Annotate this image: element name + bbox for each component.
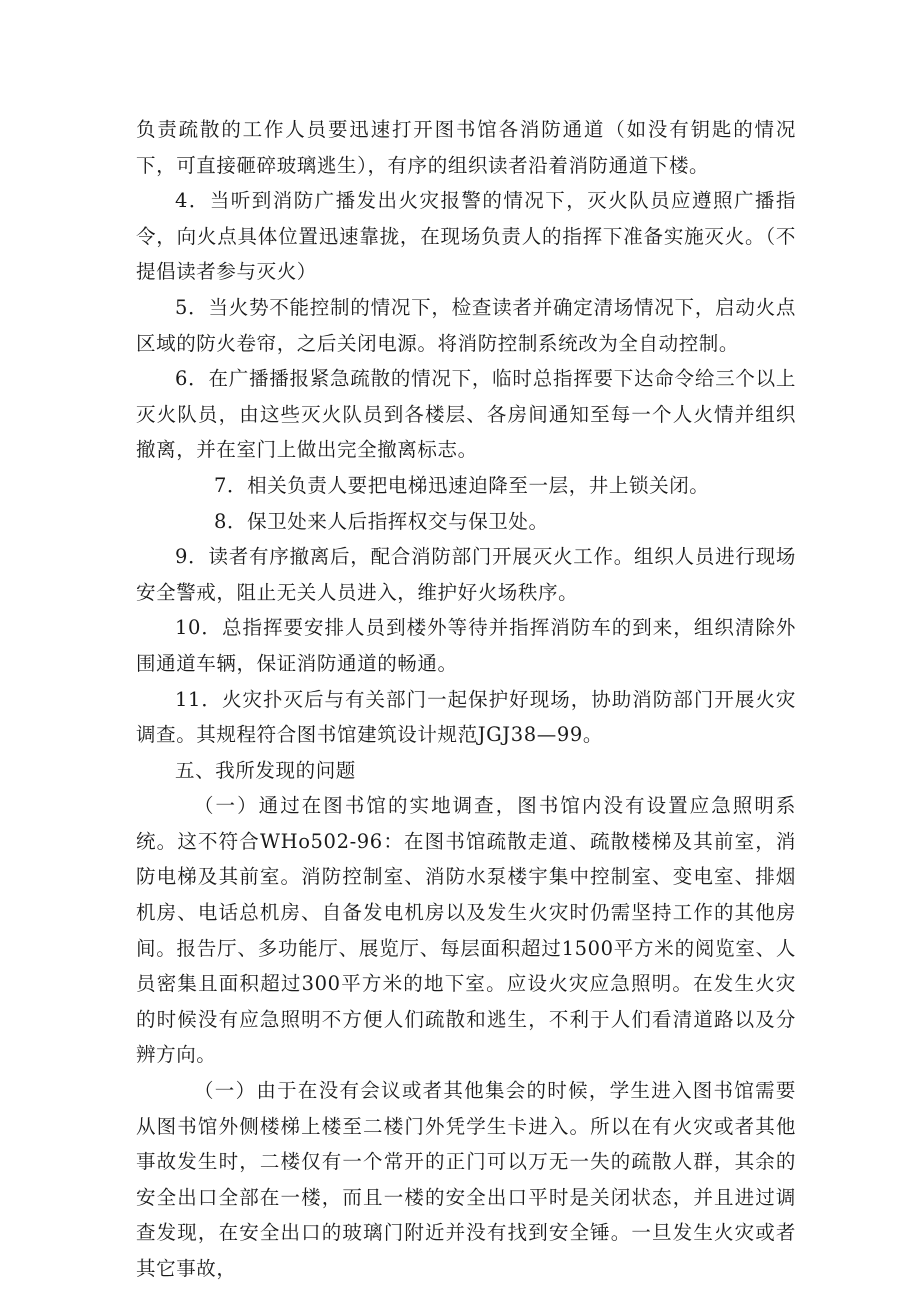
paragraph-item-7	[136, 468, 796, 504]
item-8-number: 8	[214, 509, 228, 533]
paragraph-item-6: 6．在广播播报紧急疏散的情况下，临时总指挥要下达命令给三个以上灭火队员，由这些灭火队员到各楼层、各房间通知至每一个人火情并组织撤离，并在室门上做出完全撤离标志。	[136, 367, 796, 462]
paragraph-item-9: 9．读者有序撤离后，配合消防部门开展灭火工作。组织人员进行现场安全警戒，阻止无关人员进入，维护好火场秩序。	[136, 545, 796, 604]
section-heading-problems: 五、我所发现的问题	[175, 758, 356, 782]
paragraph-item-10: 10．总指挥要安排人员到楼外等待并指挥消防车的到来，组织清除外围通道车辆，保证消防通道的畅通。	[136, 616, 796, 675]
paragraph-problem-exits: （一）由于在没有会议或者其他集会的时候，学生进入图书馆需要从图书馆外侧楼梯上楼至二楼门外凭学生卡进入。所以在有火灾或者其他事故发生时，二楼仅有一个常开的正门可以万无一失的疏散人群，其余的安全出口全部在一楼，而且一楼的安全出口平时是关闭状态，并且进过调查发现，在安全出口的玻璃门附近并没有找到安全锤。一旦发生火灾或者其它事故，	[136, 1079, 796, 1280]
item-8-text: ．保卫处来人后指挥权交与保卫处。	[227, 509, 549, 533]
paragraph-item-8	[136, 504, 796, 540]
item-7-number: 7	[214, 473, 228, 497]
document-body	[136, 112, 796, 1287]
paragraph-problem-lighting: （一）通过在图书馆的实地调查，图书馆内没有设置应急照明系统。这不符合WHo502-96：在图书馆疏散走道、疏散楼梯及其前室，消防电梯及其前室。消防控制室、消防水泵楼宇集中控制室、变电室、排烟机房、电话总机房、自备发电机房以及发生火灾时仍需坚持工作的其他房间。报告厅、多功能厅、展览厅、每层面积超过1500平方米的阅览室、人员密集且面积超过300平方米的地下室。应设火灾应急照明。在发生火灾的时候没有应急照明不方便人们疏散和逃生，不利于人们看清道路以及分辨方向。	[136, 794, 796, 1067]
paragraph-item-4: 4．当听到消防广播发出火灾报警的情况下，灭火队员应遵照广播指令，向火点具体位置迅速靠拢，在现场负责人的指挥下准备实施灭火。（不提倡读者参与灭火）	[136, 189, 796, 284]
paragraph-evacuation-staff: 负责疏散的工作人员要迅速打开图书馆各消防通道（如没有钥匙的情况下，可直接砸碎玻璃逃生），有序的组织读者沿着消防通道下楼。	[136, 118, 796, 177]
item-7-text: ．相关负责人要把电梯迅速迫降至一层，井上锁关闭。	[227, 473, 710, 497]
paragraph-item-5: 5．当火势不能控制的情况下，检查读者并确定清场情况下，启动火点区域的防火卷帘，之后关闭电源。将消防控制系统改为全自动控制。	[136, 295, 796, 355]
paragraph-item-11: 11．火灾扑灭后与有关部门一起保护好现场，协助消防部门开展火灾调查。其规程符合图书馆建筑设计规范JGJ38—99。	[136, 687, 796, 747]
